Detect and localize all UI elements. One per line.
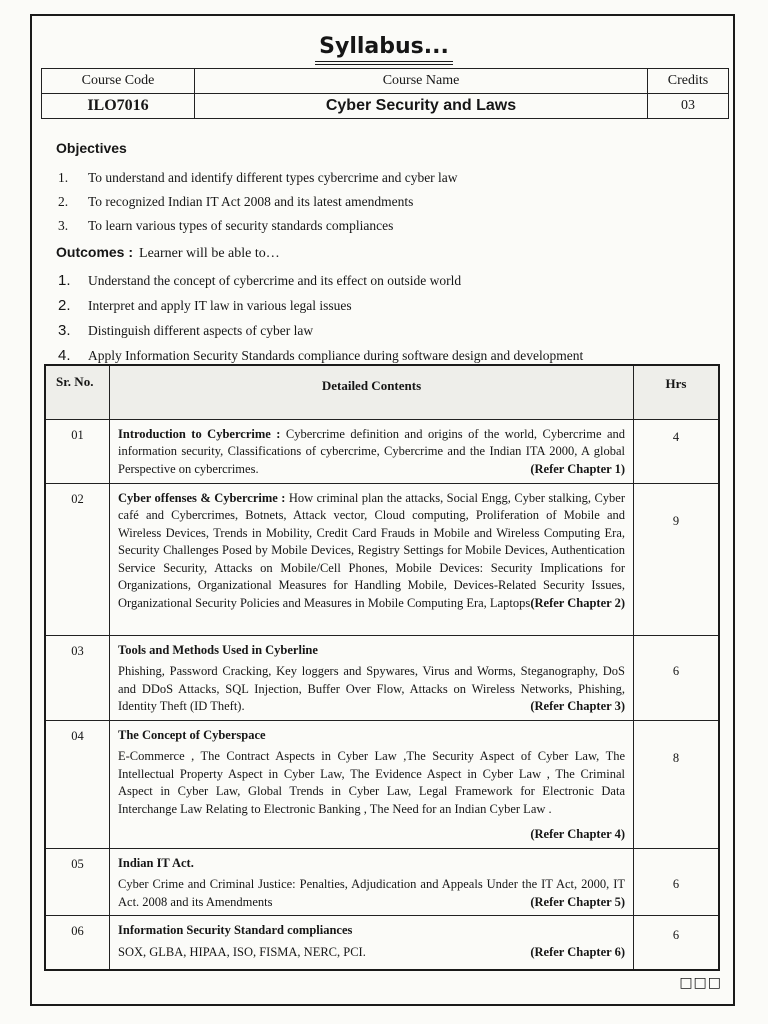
module-description bbox=[110, 720, 634, 848]
module-hours: 6 bbox=[634, 848, 720, 916]
outcome-item: 3. Distinguish different aspects of cyber law bbox=[58, 322, 314, 339]
chapter-reference: (Refer Chapter 1) bbox=[530, 461, 625, 476]
chapter-reference: (Refer Chapter 2) bbox=[530, 595, 625, 610]
course-header-row bbox=[42, 69, 729, 94]
module-number: 04 bbox=[45, 720, 110, 848]
module-number: 03 bbox=[45, 635, 110, 720]
module-hours: 6 bbox=[634, 916, 720, 970]
module-hours: 6 bbox=[634, 635, 720, 720]
outcome-item: 2. Interpret and apply IT law in various legal issues bbox=[58, 297, 352, 314]
chapter-reference: (Refer Chapter 3) bbox=[530, 699, 625, 713]
objective-item: 1. To understand and identify different types cybercrime and cyber law bbox=[58, 170, 458, 185]
module-hours: 4 bbox=[634, 419, 720, 483]
detailed-contents-header: Detailed Contents bbox=[110, 365, 634, 419]
module-title: The Concept of Cyberspace bbox=[118, 727, 266, 742]
module-title: Indian IT Act. bbox=[118, 855, 194, 870]
module-topics: SOX, GLBA, HIPAA, ISO, FISMA, NERC, PCI. bbox=[118, 944, 366, 959]
module-title: Introduction to Cybercrime : bbox=[118, 426, 281, 441]
module-description bbox=[110, 483, 634, 635]
course-name-header: Course Name bbox=[195, 69, 648, 94]
module-row bbox=[45, 635, 719, 720]
module-description bbox=[110, 916, 634, 970]
outcomes-lead: Learner will be able to… bbox=[139, 246, 280, 261]
course-info-table bbox=[41, 68, 729, 119]
outcome-item: 4. Apply Information Security Standards compliance during software design and development bbox=[58, 347, 584, 364]
module-topics: Cyber Crime and Criminal Justice: Penalties, Adjudication and Appeals Under the IT Act, 2000, IT Act. 2008 and its Amendments bbox=[118, 877, 625, 909]
module-row bbox=[45, 916, 719, 970]
module-description bbox=[110, 635, 634, 720]
credits-header: Credits bbox=[648, 69, 729, 94]
objective-item: 2. To recognized Indian IT Act 2008 and its latest amendments bbox=[58, 194, 414, 209]
sr-no-header: Sr. No. bbox=[45, 365, 110, 419]
detailed-contents-table bbox=[44, 364, 720, 971]
module-description bbox=[110, 419, 634, 483]
module-row bbox=[45, 848, 719, 916]
outcomes-list bbox=[58, 268, 718, 368]
module-hours: 9 bbox=[634, 483, 720, 635]
objectives-list bbox=[58, 166, 718, 238]
module-number: 01 bbox=[45, 419, 110, 483]
module-topics: Cybercrime definition and origins of the world, Cybercrime and information security, Classifications of cybercrime, Cybercrime and the Indian ITA 2000, A global Perspective on cybercrimes. bbox=[118, 426, 626, 476]
module-topics: E-Commerce , The Contract Aspects in Cyber Law ,The Security Aspect of Cyber Law, The Intellectual Property Aspect in Cyber Law, The Evidence Aspect in Cyber Law , The Criminal Aspect in Cyber Law, Global Trends in Cyber Law, Legal Framework for Electronic Data Interchange Law Relating to Electronic Banking , The Need for an Indian Cyber Law . bbox=[118, 749, 625, 816]
module-row bbox=[45, 419, 719, 483]
module-number: 05 bbox=[45, 848, 110, 916]
module-title: Cyber offenses & Cybercrime : bbox=[118, 490, 286, 505]
continuation-mark: □□□ bbox=[679, 975, 722, 991]
page-heading bbox=[0, 34, 768, 65]
module-title: Information Security Standard compliances bbox=[118, 923, 353, 937]
course-name-value: Cyber Security and Laws bbox=[195, 94, 648, 119]
chapter-reference: (Refer Chapter 4) bbox=[530, 827, 625, 841]
module-hours: 8 bbox=[634, 720, 720, 848]
course-value-row bbox=[42, 94, 729, 119]
module-title: Tools and Methods Used in Cyberline bbox=[118, 642, 318, 657]
course-code-value: ILO7016 bbox=[42, 94, 195, 119]
objective-item: 3. To learn various types of security standards compliances bbox=[58, 218, 394, 233]
module-topics: How criminal plan the attacks, Social Engg, Cyber stalking, Cyber café and Cybercrimes, Botnets, Attack vector, Cloud computing, Proliferation of Mobile and Wireless Devices, Trends in Mobility, Credit Card Frauds in Mobile and Wireless Computing Era, Security Challenges Posed by Mobile Devices, Registry Settings for Mobile Devices, Authentication Service Security, Attacks on Mobile/Cell Phones, Mobile Devices: Security Implications for Organizations, Organizational Measures for Handling Mobile, Devices-Related Security Issues, Organizational Security Policies and Measures in Mobile Computing Era, Laptops bbox=[118, 490, 626, 610]
objectives-title: Objectives bbox=[56, 140, 127, 156]
credits-value: 03 bbox=[648, 94, 729, 119]
module-number: 06 bbox=[45, 916, 110, 970]
module-description bbox=[110, 848, 634, 916]
hrs-header: Hrs bbox=[634, 365, 720, 419]
outcomes-title: Outcomes : Learner will be able to… bbox=[56, 244, 280, 261]
heading-text: Syllabus... bbox=[315, 34, 453, 65]
contents-header-row bbox=[45, 365, 719, 419]
chapter-reference: (Refer Chapter 5) bbox=[530, 894, 625, 909]
module-topics: Phishing, Password Cracking, Key loggers and Spywares, Virus and Worms, Steganography, DoS and DDoS Attacks, SQL Injection, Buffer Over Flow, Attacks on Wireless Networks, Phishing, Identity Theft (ID Theft). bbox=[118, 664, 625, 713]
module-row bbox=[45, 720, 719, 848]
module-number: 02 bbox=[45, 483, 110, 635]
outcome-item: 1. Understand the concept of cybercrime and its effect on outside world bbox=[58, 272, 462, 289]
module-row bbox=[45, 483, 719, 635]
chapter-reference: (Refer Chapter 6) bbox=[530, 944, 625, 959]
course-code-header: Course Code bbox=[42, 69, 195, 94]
